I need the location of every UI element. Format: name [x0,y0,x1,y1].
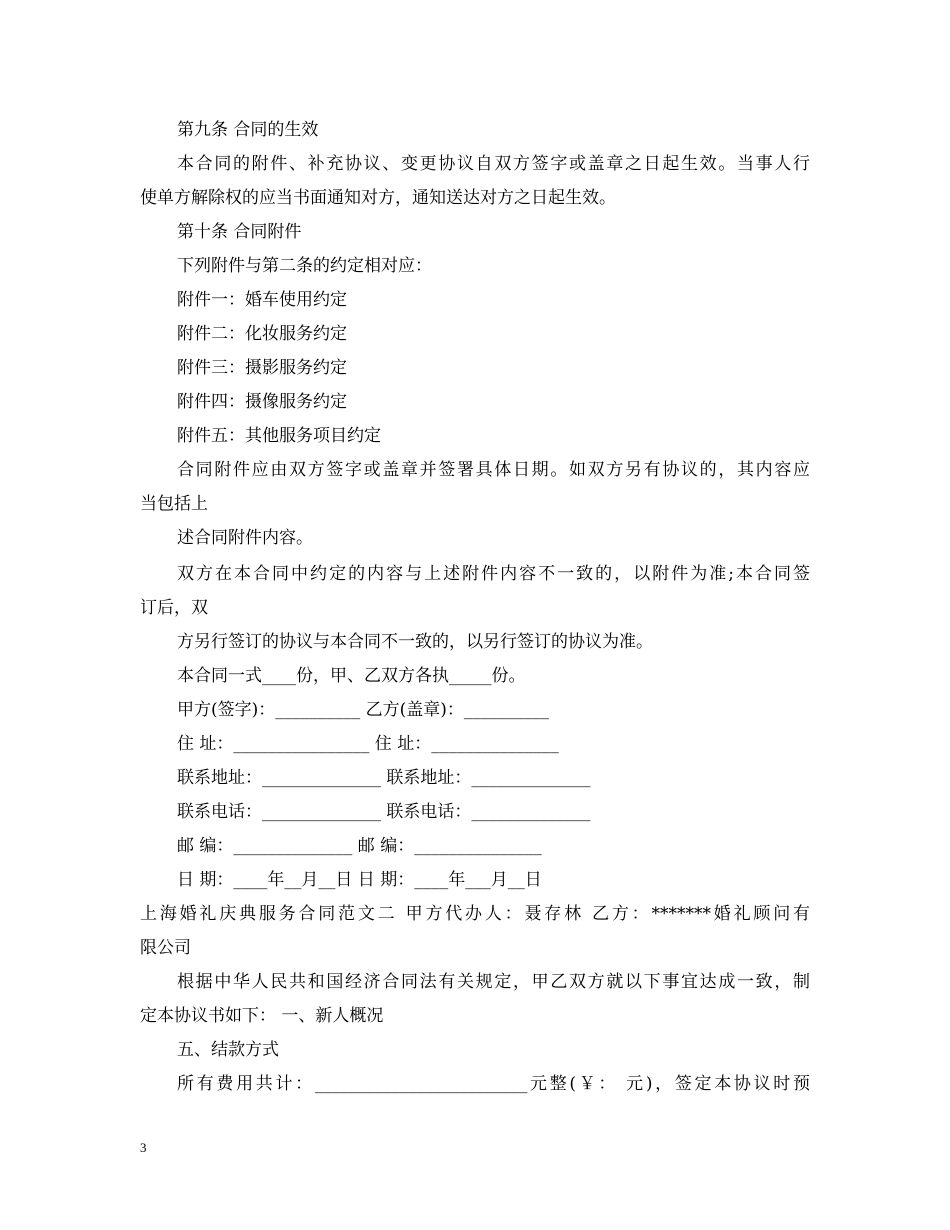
paragraph-line: 限公司 [140,938,191,958]
paragraph-line: 订后，双 [140,598,208,618]
contact-phone-line: 联系电话：______________ 联系电话：______________ [177,802,591,822]
paragraph-line: 使单方解除权的应当书面通知对方，通知送达对方之日起生效。 [140,188,616,208]
copies-line: 本合同一式____份，甲、乙双方各执_____份。 [177,666,526,686]
signature-line: 甲方(签字)：__________ 乙方(盖章)：__________ [177,700,549,720]
page-number: 3 [140,1140,147,1155]
paragraph-line: 本合同的附件、补充协议、变更协议自双方签字或盖章之日起生效。当事人行 [177,154,810,174]
attachment-item: 附件三：摄影服务约定 [177,358,347,378]
paragraph-line: 根据中华人民共和国经济合同法有关规定，甲乙双方就以下事宜达成一致，制 [177,972,810,992]
paragraph-line: 下列附件与第二条的约定相对应： [177,256,432,276]
document-title-line: 上海婚礼庆典服务合同范文二 甲方代办人：聂存林 乙方：*******婚礼顾问有 [140,904,810,924]
postcode-line: 邮 编：______________ 邮 编：_______________ [177,836,542,856]
attachment-item: 附件四：摄像服务约定 [177,392,347,412]
paragraph-line: 述合同附件内容。 [177,528,313,548]
paragraph-line: 合同附件应由双方签字或盖章并签署具体日期。如双方另有协议的，其内容应 [177,460,810,480]
attachment-item: 附件一：婚车使用约定 [177,290,347,310]
paragraph-line: 双方在本合同中约定的内容与上述附件内容不一致的，以附件为准;本合同签 [177,564,810,584]
paragraph-line: 所有费用共计：_________________________元整(￥： 元)，签定本协议时预 [177,1074,810,1094]
section-heading-article-10: 第十条 合同附件 [177,222,302,242]
section-heading-payment: 五、结款方式 [177,1040,279,1060]
paragraph-line: 定本协议书如下： 一、新人概况 [140,1006,384,1026]
date-line: 日 期：____年__月__日 日 期：____年___月__日 [177,870,542,890]
paragraph-line: 当包括上 [140,494,208,514]
contact-address-line: 联系地址：______________ 联系地址：______________ [177,768,591,788]
attachment-item: 附件二：化妆服务约定 [177,324,347,344]
paragraph-line: 方另行签订的协议与本合同不一致的，以另行签订的协议为准。 [177,632,653,652]
section-heading-article-9: 第九条 合同的生效 [177,120,319,140]
address-line: 住 址：________________ 住 址：_______________ [177,734,559,754]
attachment-item: 附件五：其他服务项目约定 [177,426,381,446]
